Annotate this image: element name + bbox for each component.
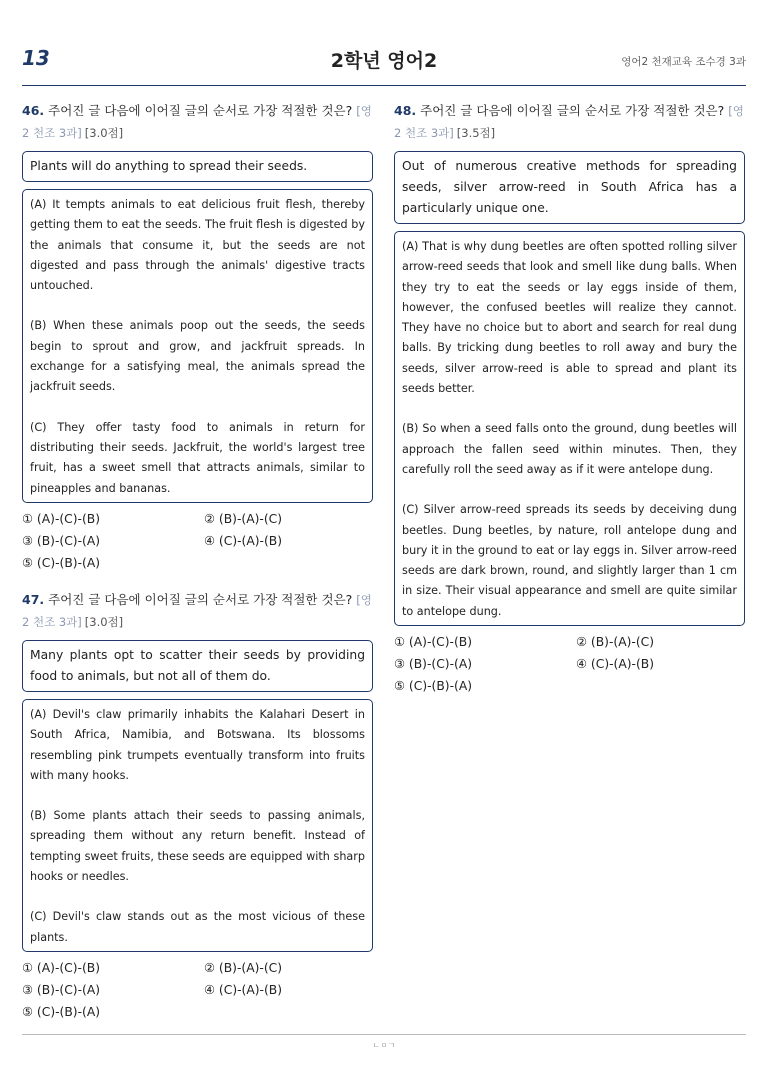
question-source-tag: [영2 천조 3과] bbox=[394, 104, 744, 140]
choice-3[interactable]: ③ (B)-(C)-(A) bbox=[394, 657, 473, 672]
intro-box bbox=[394, 151, 745, 224]
choice-4[interactable]: ④ (C)-(A)-(B) bbox=[204, 982, 283, 997]
question-46 bbox=[22, 100, 373, 574]
answer-choices bbox=[394, 631, 745, 697]
choice-3[interactable]: ③ (B)-(C)-(A) bbox=[22, 982, 101, 997]
choice-2[interactable]: ② (B)-(A)-(C) bbox=[204, 960, 283, 975]
header-divider bbox=[22, 85, 746, 86]
question-number: 46. bbox=[22, 103, 45, 118]
question-points: [3.0점] bbox=[84, 126, 124, 140]
paragraph-a: (A) That is why dung beetles are often spotted rolling silver arrow-reed seeds that look and smell like dung balls. When they try to eat the seeds or lay eggs inside of them, however, the confused beetles will realize they cannot. They have no choice but to abort and search for real dung balls. By tricking dung beetles to roll away and bury the seeds, silver arrow-reed is able to spread and plant its seeds better. bbox=[402, 240, 737, 396]
paragraph-b: (B) So when a seed falls onto the ground, dung beetles will approach the fallen seed within minutes. Then, they carefully roll the seed away as if it were antelope dung. bbox=[402, 422, 737, 476]
paragraph-c: (C) Devil's claw stands out as the most vicious of these plants. bbox=[30, 910, 365, 944]
choice-5[interactable]: ⑤ (C)-(B)-(A) bbox=[394, 679, 473, 694]
choice-1[interactable]: ① (A)-(C)-(B) bbox=[22, 960, 101, 975]
footer-divider bbox=[22, 1034, 746, 1035]
question-47 bbox=[22, 589, 373, 1023]
paragraph-c: (C) They offer tasty food to animals in return for distributing their seeds. Jackfruit, the world's largest tree fruit, has a sweet smell that attracts animals, similar to pineapples and bananas. bbox=[30, 420, 365, 495]
paragraph-c: (C) Silver arrow-reed spreads its seeds by deceiving dung beetles. Dung beetles, by nature, roll antelope dung and bury it in the ground to eat or lay eggs in. Silver arrow-reed seeds are dark brown, round, and slightly larger than 1 cm in size. Their visual appearance and smell are quite similar to antelope dung. bbox=[402, 503, 737, 618]
question-points: [3.5점] bbox=[456, 126, 496, 140]
footer-text: ㄴㅇㄱ bbox=[372, 1041, 396, 1050]
choice-1[interactable]: ① (A)-(C)-(B) bbox=[22, 511, 101, 526]
choice-4[interactable]: ④ (C)-(A)-(B) bbox=[204, 533, 283, 548]
paragraph-a: (A) It tempts animals to eat delicious fruit flesh, thereby getting them to eat the seeds. The fruit flesh is digested by the animals that consume it, but the seeds are not digested and pass through the animals' digestive tracts untouched. bbox=[30, 198, 365, 293]
passage-box bbox=[22, 699, 373, 952]
intro-text: Many plants opt to scatter their seeds by providing food to animals, but not all of them do. bbox=[30, 648, 365, 683]
choice-5[interactable]: ⑤ (C)-(B)-(A) bbox=[22, 1004, 101, 1019]
choice-5[interactable]: ⑤ (C)-(B)-(A) bbox=[22, 555, 101, 570]
question-source-tag: [영2 천조 3과] bbox=[22, 593, 372, 629]
paragraph-a: (A) Devil's claw primarily inhabits the Kalahari Desert in South Africa, Namibia, and Botswana. Its blossoms resembling pink trumpets eventually transform into fruits with many hooks. bbox=[30, 708, 365, 782]
question-number: 47. bbox=[22, 592, 45, 607]
question-prompt: 주어진 글 다음에 이어질 글의 순서로 가장 적절한 것은? bbox=[420, 103, 725, 118]
choice-3[interactable]: ③ (B)-(C)-(A) bbox=[22, 533, 101, 548]
intro-box bbox=[22, 151, 373, 182]
paragraph-b: (B) Some plants attach their seeds to passing animals, spreading them without any return benefit. Instead of tempting sweet fruits, these seeds are equipped with sharp hooks or needles. bbox=[30, 809, 365, 884]
question-source-tag: [영2 천조 3과] bbox=[22, 104, 372, 140]
question-number: 48. bbox=[394, 103, 417, 118]
page-number: 13 bbox=[22, 46, 50, 70]
choice-2[interactable]: ② (B)-(A)-(C) bbox=[204, 511, 283, 526]
question-48 bbox=[394, 100, 745, 697]
paragraph-b: (B) When these animals poop out the seeds, the seeds begin to sprout and grow, and jackfruit spreads. In exchange for a satisfying meal, the animals spread the jackfruit seeds. bbox=[30, 319, 365, 394]
question-prompt: 주어진 글 다음에 이어질 글의 순서로 가장 적절한 것은? bbox=[48, 103, 353, 118]
intro-text: Plants will do anything to spread their seeds. bbox=[30, 159, 308, 173]
answer-choices bbox=[22, 957, 373, 1023]
question-prompt: 주어진 글 다음에 이어질 글의 순서로 가장 적절한 것은? bbox=[48, 592, 353, 607]
page-source: 영어2 천재교육 조수경 3과 bbox=[621, 56, 746, 68]
page-title: 2학년 영어2 bbox=[330, 50, 438, 72]
answer-choices bbox=[22, 508, 373, 574]
intro-text: Out of numerous creative methods for spreading seeds, silver arrow-reed in South Africa has a particularly unique one. bbox=[402, 159, 737, 215]
passage-box bbox=[22, 189, 373, 503]
intro-box bbox=[22, 640, 373, 692]
question-header bbox=[22, 100, 373, 144]
question-points: [3.0점] bbox=[84, 615, 124, 629]
question-header bbox=[22, 589, 373, 633]
choice-1[interactable]: ① (A)-(C)-(B) bbox=[394, 635, 473, 650]
passage-box bbox=[394, 231, 745, 626]
question-header bbox=[394, 100, 745, 144]
choice-4[interactable]: ④ (C)-(A)-(B) bbox=[576, 657, 655, 672]
choice-2[interactable]: ② (B)-(A)-(C) bbox=[576, 635, 655, 650]
